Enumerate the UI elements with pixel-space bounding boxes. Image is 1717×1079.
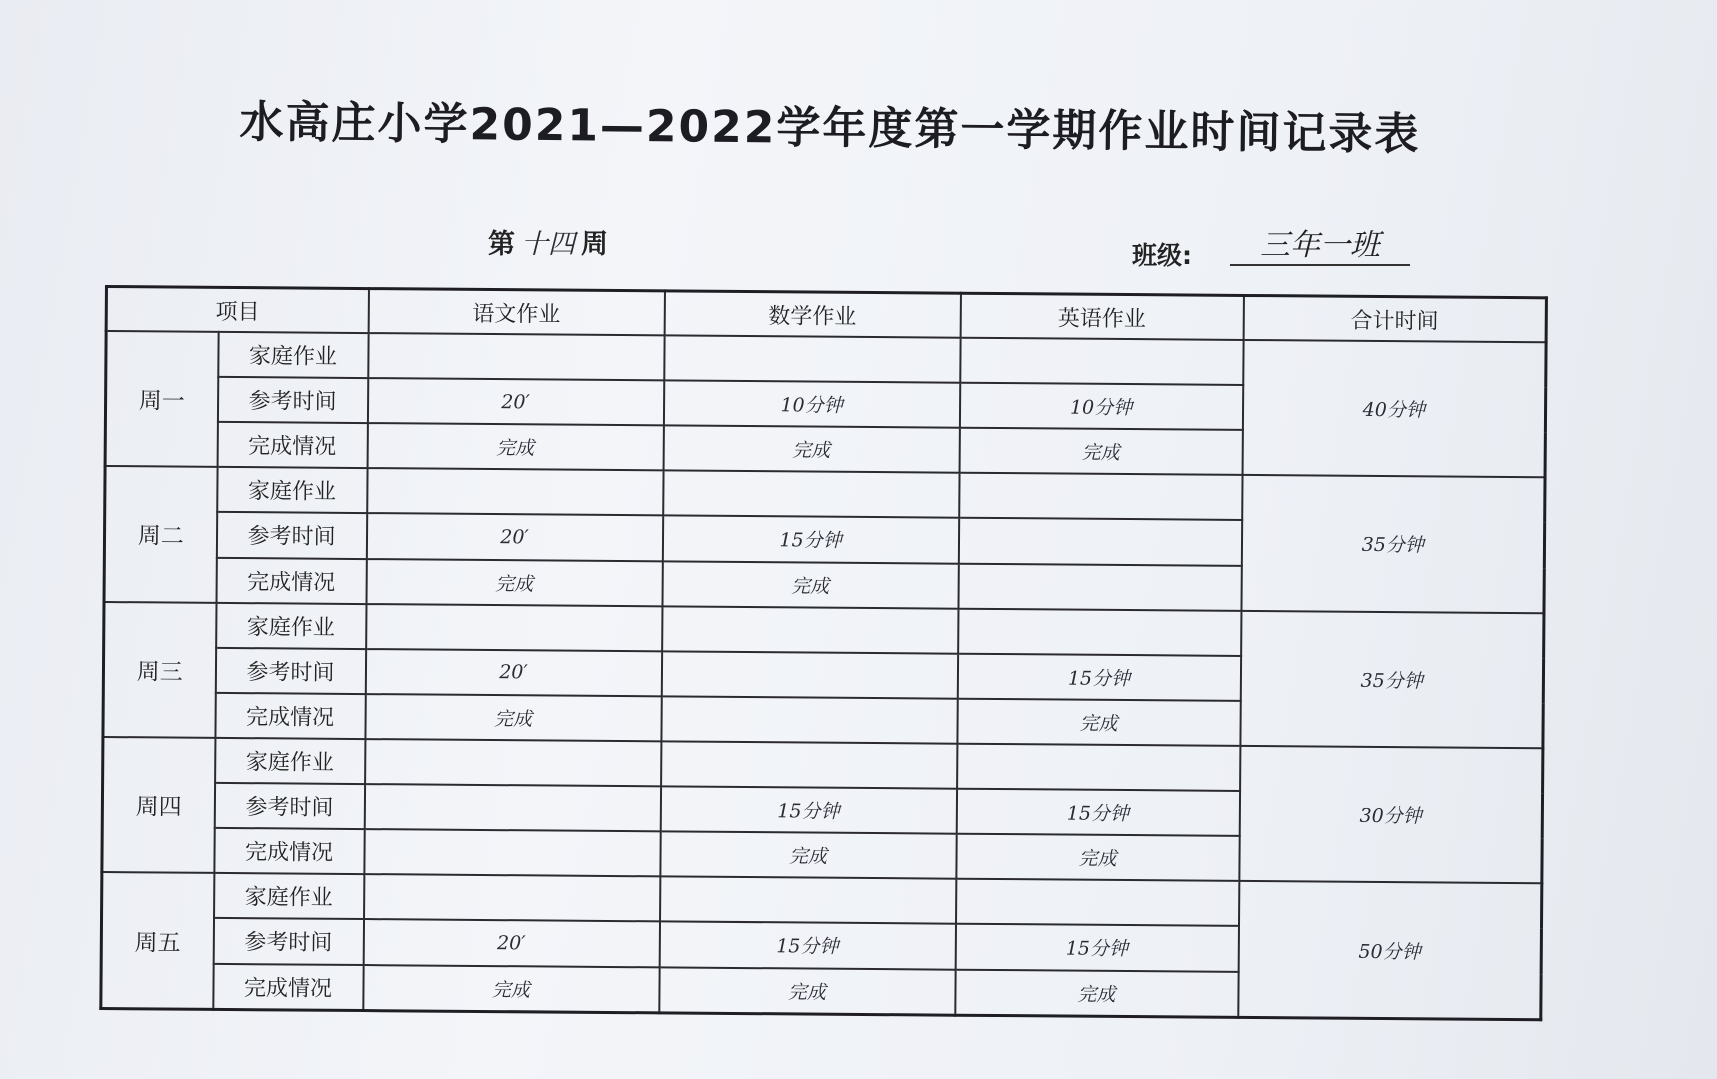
english-homework	[959, 473, 1242, 520]
day-label: 周二	[104, 466, 217, 602]
math-homework	[663, 471, 959, 518]
chinese-status	[364, 829, 660, 876]
chinese-status: 完成	[363, 965, 659, 1013]
header-total: 合计时间	[1243, 295, 1546, 342]
day-label: 周一	[105, 331, 218, 467]
day-label: 周四	[102, 737, 215, 873]
chinese-status: 完成	[367, 423, 663, 470]
row-label-status: 完成情况	[215, 693, 365, 739]
english-time: 10分钟	[959, 383, 1242, 430]
header-english: 英语作业	[960, 293, 1243, 340]
english-status: 完成	[955, 969, 1238, 1017]
english-status: 完成	[957, 699, 1240, 746]
chinese-time: 20′	[367, 378, 663, 425]
english-status	[958, 563, 1241, 610]
english-time: 15分钟	[956, 789, 1239, 836]
chinese-homework	[366, 604, 662, 651]
chinese-time: 20′	[365, 649, 661, 696]
math-status: 完成	[663, 426, 959, 473]
header-math: 数学作业	[664, 291, 960, 338]
week-suffix: 周	[581, 229, 608, 260]
math-status: 完成	[660, 832, 956, 879]
total-time: 35分钟	[1241, 475, 1545, 613]
english-time: 15分钟	[955, 924, 1238, 971]
english-status: 完成	[956, 834, 1239, 881]
chinese-status: 完成	[365, 694, 661, 741]
homework-record-table	[99, 285, 1548, 1021]
chinese-time: 20′	[363, 919, 659, 966]
chinese-homework	[368, 333, 664, 380]
row-label-homework: 家庭作业	[218, 332, 368, 378]
total-time: 35分钟	[1240, 611, 1544, 749]
row-label-homework: 家庭作业	[217, 467, 367, 513]
class-value: 三年一班	[1230, 228, 1410, 266]
row-label-time: 参考时间	[215, 648, 365, 694]
math-time: 15分钟	[662, 516, 958, 563]
math-homework	[661, 741, 957, 788]
chinese-status: 完成	[366, 559, 662, 606]
row-label-time: 参考时间	[216, 512, 366, 558]
total-time: 40分钟	[1242, 340, 1546, 478]
row-label-time: 参考时间	[213, 918, 363, 964]
header-chinese: 语文作业	[368, 289, 664, 336]
chinese-time	[364, 784, 660, 831]
class-label: 班级:	[1132, 241, 1192, 270]
math-time	[661, 651, 957, 698]
chinese-homework	[364, 874, 660, 921]
row-label-homework: 家庭作业	[215, 738, 365, 784]
header-item: 项目	[106, 287, 368, 334]
math-homework	[660, 877, 956, 924]
day-label: 周三	[103, 602, 216, 738]
total-time: 30分钟	[1239, 746, 1543, 884]
week-number: 十四	[521, 229, 575, 260]
math-time: 10分钟	[663, 381, 959, 428]
math-time: 15分钟	[660, 786, 956, 833]
math-homework	[662, 606, 958, 653]
row-label-time: 参考时间	[214, 783, 364, 829]
english-status: 完成	[959, 428, 1242, 475]
english-homework	[958, 608, 1241, 655]
page-title: 水高庄小学2021—2022学年度第一学期作业时间记录表	[239, 96, 1421, 161]
row-label-status: 完成情况	[216, 557, 366, 603]
math-homework	[664, 335, 960, 382]
chinese-time: 20′	[366, 514, 662, 561]
chinese-homework	[367, 468, 663, 515]
row-label-status: 完成情况	[214, 828, 364, 874]
math-status	[661, 696, 957, 743]
english-homework	[957, 744, 1240, 791]
chinese-homework	[365, 739, 661, 786]
row-label-time: 参考时间	[217, 377, 367, 423]
row-label-status: 完成情况	[217, 422, 367, 468]
math-status: 完成	[662, 561, 958, 608]
row-label-homework: 家庭作业	[216, 603, 366, 649]
english-homework	[956, 879, 1239, 926]
total-time: 50分钟	[1238, 881, 1542, 1020]
english-time: 15分钟	[957, 653, 1240, 700]
english-homework	[960, 338, 1243, 385]
english-time	[958, 518, 1241, 565]
math-time: 15分钟	[659, 922, 955, 969]
week-line	[488, 222, 608, 261]
week-prefix: 第	[488, 229, 515, 260]
day-label: 周五	[101, 872, 214, 1009]
math-status: 完成	[659, 967, 955, 1015]
row-label-status: 完成情况	[213, 963, 363, 1010]
row-label-homework: 家庭作业	[214, 873, 364, 919]
